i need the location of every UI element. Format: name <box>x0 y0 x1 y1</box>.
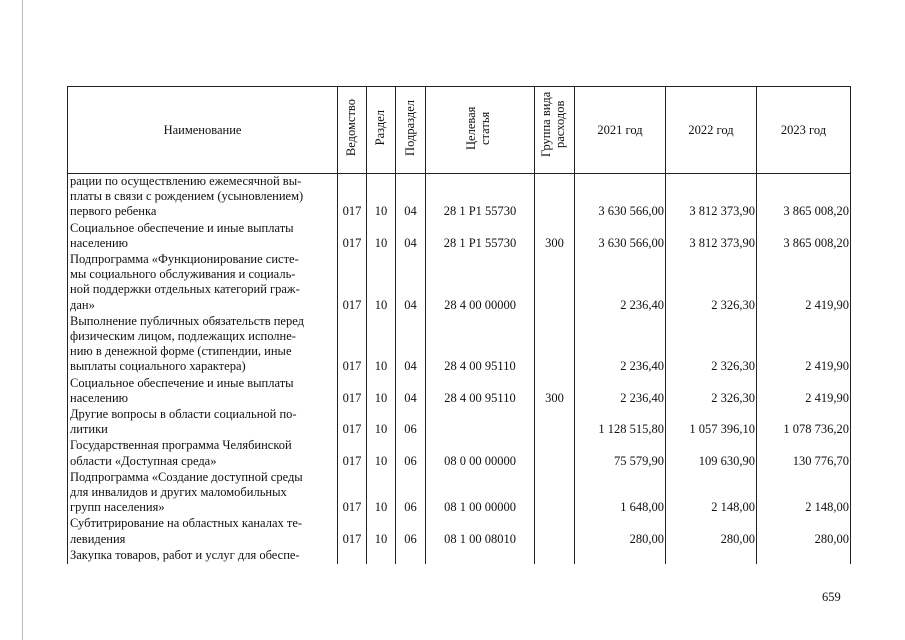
cell-vedomstvo: 017 <box>338 314 367 376</box>
cell-celevaya-statya: 28 1 P1 55730 <box>426 174 535 221</box>
cell-podrazdel: 06 <box>396 438 426 469</box>
cell-gruppa-vida <box>535 470 575 517</box>
table-row <box>68 548 851 564</box>
cell-2022: 2 326,30 <box>666 376 757 407</box>
cell-vedomstvo: 017 <box>338 516 367 547</box>
cell-podrazdel: 06 <box>396 516 426 547</box>
cell-podrazdel: 04 <box>396 252 426 314</box>
table-row <box>68 516 851 547</box>
cell-celevaya-statya: 08 1 00 00000 <box>426 470 535 517</box>
col-header-2021: 2021 год <box>575 87 666 174</box>
cell-2021: 1 128 515,80 <box>575 407 666 438</box>
cell-2023: 130 776,70 <box>757 438 851 469</box>
table-row <box>68 407 851 438</box>
cell-vedomstvo: 017 <box>338 470 367 517</box>
row-name-line: Государственная программа Челябинской <box>70 438 292 453</box>
row-name <box>68 221 338 252</box>
cell-gruppa-vida: 300 <box>535 376 575 407</box>
row-name-line: Социальное обеспечение и иные выплаты <box>70 220 294 235</box>
cell-podrazdel: 06 <box>396 470 426 517</box>
cell-razdel: 10 <box>367 174 396 221</box>
cell-2023: 2 419,90 <box>757 376 851 407</box>
table-row <box>68 376 851 407</box>
row-name <box>68 470 338 517</box>
row-name-line: области «Доступная среда» <box>70 453 217 468</box>
cell-2022: 280,00 <box>666 516 757 547</box>
col-header-2022: 2022 год <box>666 87 757 174</box>
cell-celevaya-statya: 28 4 00 95110 <box>426 376 535 407</box>
table-row <box>68 174 851 221</box>
row-name-line: выплаты социального характера) <box>70 359 246 374</box>
cell-gruppa-vida <box>535 438 575 469</box>
col-header-2023: 2023 год <box>757 87 851 174</box>
cell-2023: 1 078 736,20 <box>757 407 851 438</box>
cell-gruppa-vida <box>535 174 575 221</box>
cell-podrazdel <box>396 548 426 564</box>
cell-podrazdel: 04 <box>396 314 426 376</box>
table-row <box>68 438 851 469</box>
cell-2022: 109 630,90 <box>666 438 757 469</box>
cell-celevaya-statya: 28 4 00 00000 <box>426 252 535 314</box>
row-name <box>68 174 338 221</box>
cell-razdel <box>367 548 396 564</box>
cell-podrazdel: 04 <box>396 174 426 221</box>
cell-razdel: 10 <box>367 407 396 438</box>
cell-2022: 2 326,30 <box>666 252 757 314</box>
cell-razdel: 10 <box>367 221 396 252</box>
cell-2021: 2 236,40 <box>575 314 666 376</box>
row-name-line: физическим лицом, подлежащих исполне- <box>70 329 296 344</box>
cell-razdel: 10 <box>367 438 396 469</box>
table-row <box>68 252 851 314</box>
col-header-podrazdel: Подраздел <box>396 87 426 174</box>
row-name-line: Выполнение публичных обязательств перед <box>70 313 304 328</box>
cell-2023: 2 148,00 <box>757 470 851 517</box>
cell-2023 <box>757 548 851 564</box>
cell-vedomstvo <box>338 548 367 564</box>
row-name-line: для инвалидов и других маломобильных <box>70 485 287 500</box>
col-header-gruppa: Группа вида расходов <box>535 87 575 174</box>
cell-razdel: 10 <box>367 314 396 376</box>
row-name-line: Субтитрирование на областных каналах те- <box>70 516 303 531</box>
cell-celevaya-statya: 28 1 P1 55730 <box>426 221 535 252</box>
cell-2022: 1 057 396,10 <box>666 407 757 438</box>
table-row <box>68 470 851 517</box>
col-header-vedomstvo: Ведомство <box>338 87 367 174</box>
row-name-line: рации по осуществлению ежемесячной вы- <box>70 174 302 188</box>
cell-podrazdel: 04 <box>396 376 426 407</box>
cell-gruppa-vida <box>535 407 575 438</box>
col-header-name: Наименование <box>68 87 338 174</box>
cell-gruppa-vida <box>535 548 575 564</box>
row-name-line: литики <box>70 422 108 437</box>
cell-2023: 3 865 008,20 <box>757 174 851 221</box>
cell-2021: 3 630 566,00 <box>575 221 666 252</box>
row-name-line: Социальное обеспечение и иные выплаты <box>70 375 294 390</box>
row-name-line: населению <box>70 390 128 405</box>
cell-razdel: 10 <box>367 470 396 517</box>
cell-razdel: 10 <box>367 252 396 314</box>
cell-2021: 3 630 566,00 <box>575 174 666 221</box>
cell-vedomstvo: 017 <box>338 252 367 314</box>
cell-podrazdel: 04 <box>396 221 426 252</box>
row-name-line: населению <box>70 235 128 250</box>
row-name <box>68 407 338 438</box>
cell-gruppa-vida <box>535 252 575 314</box>
cell-2021: 2 236,40 <box>575 252 666 314</box>
cell-2021: 2 236,40 <box>575 376 666 407</box>
cell-podrazdel: 06 <box>396 407 426 438</box>
cell-celevaya-statya <box>426 407 535 438</box>
cell-2021: 280,00 <box>575 516 666 547</box>
cell-vedomstvo: 017 <box>338 376 367 407</box>
cell-vedomstvo: 017 <box>338 407 367 438</box>
cell-celevaya-statya: 28 4 00 95110 <box>426 314 535 376</box>
cell-gruppa-vida: 300 <box>535 221 575 252</box>
cell-2021: 75 579,90 <box>575 438 666 469</box>
cell-2023: 280,00 <box>757 516 851 547</box>
cell-celevaya-statya: 08 0 00 00000 <box>426 438 535 469</box>
cell-2023: 2 419,90 <box>757 252 851 314</box>
row-name-line: Другие вопросы в области социальной по- <box>70 407 297 422</box>
cell-2022: 2 148,00 <box>666 470 757 517</box>
page-edge-line <box>22 0 23 640</box>
table-row <box>68 314 851 376</box>
cell-vedomstvo: 017 <box>338 221 367 252</box>
row-name <box>68 252 338 314</box>
cell-gruppa-vida <box>535 314 575 376</box>
row-name <box>68 548 338 564</box>
cell-2022: 3 812 373,90 <box>666 174 757 221</box>
row-name-line: левидения <box>70 531 126 546</box>
cell-2021: 1 648,00 <box>575 470 666 517</box>
row-name-line: первого ребенка <box>70 204 157 219</box>
cell-vedomstvo: 017 <box>338 174 367 221</box>
row-name-line: платы в связи с рождением (усыновлением) <box>70 189 304 204</box>
table-row <box>68 221 851 252</box>
row-name <box>68 438 338 469</box>
cell-celevaya-statya: 08 1 00 08010 <box>426 516 535 547</box>
row-name-line: Подпрограмма «Функционирование систе- <box>70 252 299 267</box>
cell-razdel: 10 <box>367 516 396 547</box>
row-name-line: мы социального обслуживания и социаль- <box>70 267 296 282</box>
row-name <box>68 376 338 407</box>
row-name-line: нию в денежной форме (стипендии, иные <box>70 344 292 359</box>
cell-vedomstvo: 017 <box>338 438 367 469</box>
cell-2023: 3 865 008,20 <box>757 221 851 252</box>
budget-table <box>67 86 851 564</box>
row-name-line: дан» <box>70 297 95 312</box>
row-name-line: Закупка товаров, работ и услуг для обеспе- <box>70 547 300 562</box>
col-header-razdel: Раздел <box>367 87 396 174</box>
row-name-line: групп населения» <box>70 500 165 515</box>
cell-2022: 2 326,30 <box>666 314 757 376</box>
cell-celevaya-statya <box>426 548 535 564</box>
cell-2022: 3 812 373,90 <box>666 221 757 252</box>
cell-2023: 2 419,90 <box>757 314 851 376</box>
page-number: 659 <box>822 590 841 604</box>
col-header-celevaya: Целевая статья <box>426 87 535 174</box>
row-name-line: Подпрограмма «Создание доступной среды <box>70 469 303 484</box>
table-header-row <box>68 87 851 174</box>
cell-gruppa-vida <box>535 516 575 547</box>
row-name-line: ной поддержки отдельных категорий граж- <box>70 282 300 297</box>
row-name <box>68 516 338 547</box>
cell-razdel: 10 <box>367 376 396 407</box>
cell-2022 <box>666 548 757 564</box>
row-name <box>68 314 338 376</box>
cell-2021 <box>575 548 666 564</box>
